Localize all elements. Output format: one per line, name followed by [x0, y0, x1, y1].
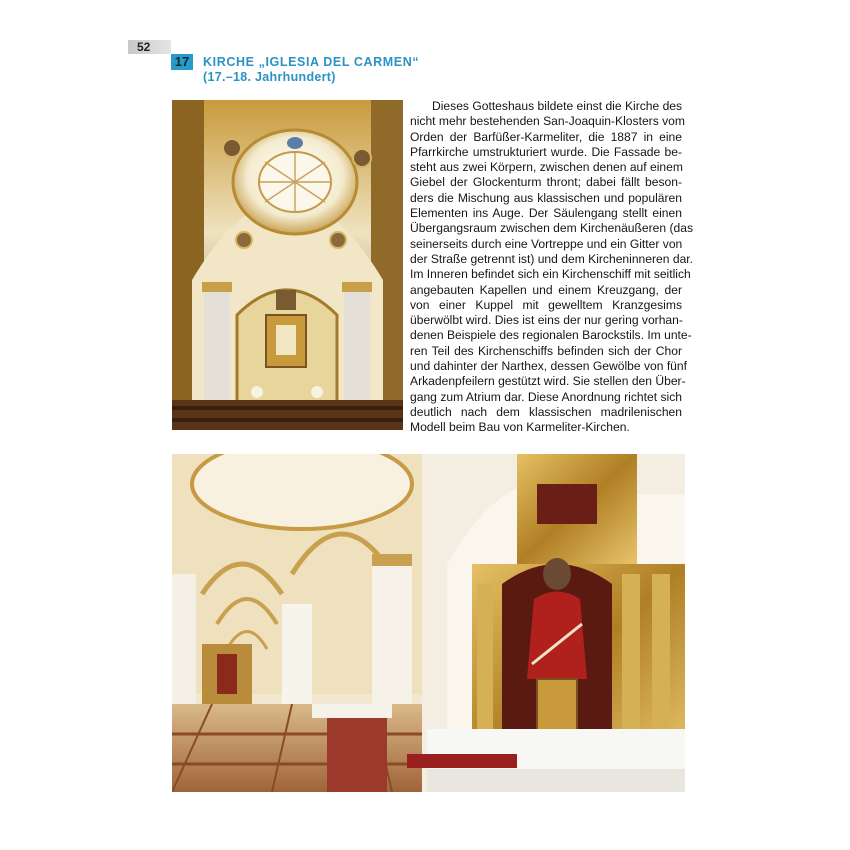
- body-line: Übergangsraum zwischen dem Kirchenäußeren (das: [410, 221, 693, 236]
- body-line: Pfarrkirche umstrukturiert wurde. Die Fassade be-: [410, 144, 682, 159]
- body-line: nicht mehr bestehenden San-Joaquin-Klosters vom: [410, 114, 685, 129]
- article-body-text: [410, 99, 694, 436]
- body-line: angebauten Kapellen und einem Kreuzgang, der: [410, 282, 682, 297]
- body-line: überwölbt wird. Dies ist eins der nur gering vorhan-: [410, 313, 683, 328]
- body-line: Arkadenpfeilern gestützt wird. Sie stellen den Über-: [410, 374, 686, 389]
- body-line: Im Inneren befindet sich ein Kirchenschiff mit seitlich: [410, 267, 691, 282]
- body-line: ren Teil des Kirchenschiffs befinden sich der Chor: [410, 343, 682, 358]
- body-line: steht aus zwei Körpern, zwischen denen auf einem: [410, 160, 683, 175]
- body-line: denen Beispiele des regionalen Barockstils. Im unte-: [410, 328, 692, 343]
- body-line: Elementen ins Auge. Der Säulengang stellt einen: [410, 206, 682, 221]
- body-line: gang zum Atrium dar. Diese Anordnung richtet sich: [410, 389, 682, 404]
- chapter-title: KIRCHE „IGLESIA DEL CARMEN“: [203, 55, 420, 69]
- body-line: und dahinter der Narthex, dessen Gewölbe von fünf: [410, 359, 687, 374]
- page-number: 52: [128, 40, 171, 54]
- body-line: Giebel der Glockenturm thront; dabei fällt beson-: [410, 175, 682, 190]
- body-line: ders die Mischung aus klassischen und populären: [410, 190, 682, 205]
- body-line: seinerseits durch eine Vortreppe und ein Gitter von: [410, 236, 683, 251]
- photo-church-dome-interior: [172, 100, 403, 430]
- body-line: Orden der Barfüßer-Karmeliter, die 1887 in eine: [410, 129, 682, 144]
- photo-nave-and-altar: [172, 454, 685, 792]
- body-line: deutlich nach dem klassischen madrilenischen: [410, 404, 682, 419]
- body-line: Modell beim Bau von Karmeliter-Kirchen.: [410, 420, 630, 435]
- body-line: von einer Kuppel mit gewelltem Kranzgesims: [410, 297, 682, 312]
- chapter-number-badge: 17: [171, 54, 193, 70]
- chapter-subtitle-period: (17.–18. Jahrhundert): [203, 70, 336, 84]
- body-line: der Straße getrennt ist) und dem Kircheninneren dar.: [410, 251, 694, 266]
- body-line: Dieses Gotteshaus bildete einst die Kirche des: [432, 99, 683, 113]
